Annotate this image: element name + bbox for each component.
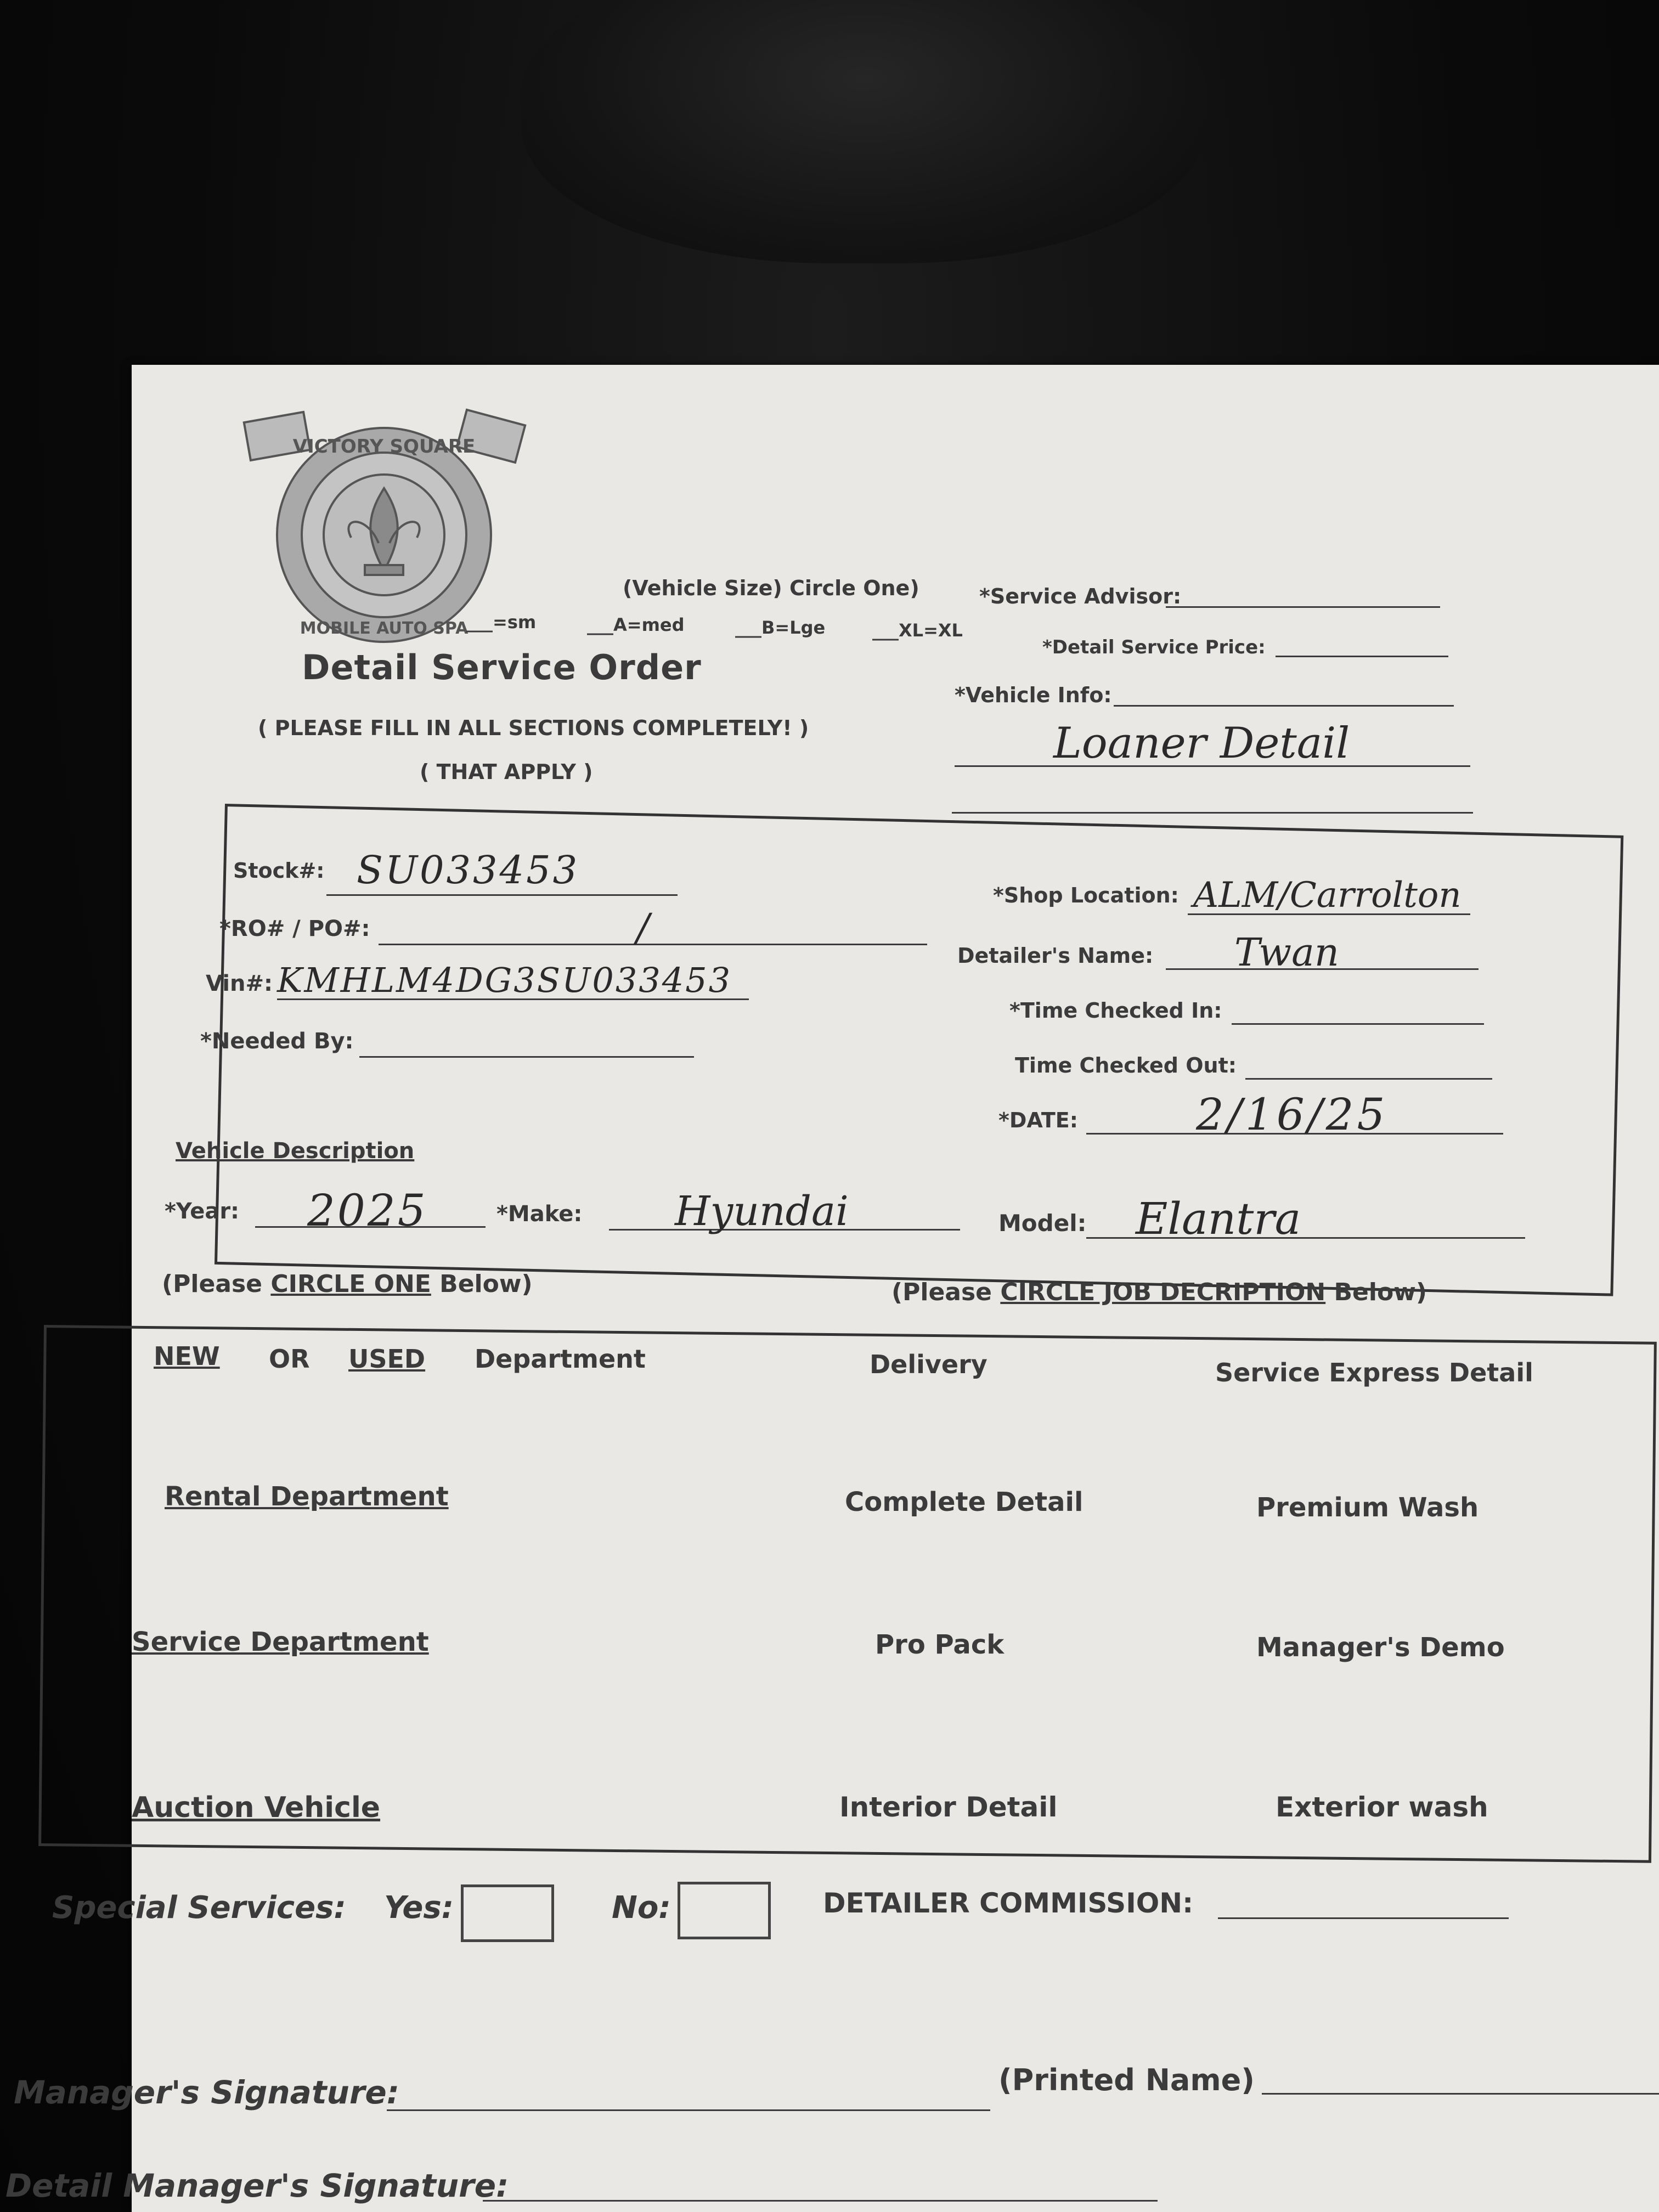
- manager-signature-field[interactable]: [387, 2109, 990, 2111]
- time-out-field[interactable]: [1245, 1078, 1492, 1080]
- detail-manager-signature-field[interactable]: [483, 2200, 1158, 2202]
- size-option-xl[interactable]: ___XL=XL: [872, 620, 963, 641]
- detailer-commission-label: DETAILER COMMISSION:: [823, 1887, 1194, 1919]
- svg-text:VICTORY SQUARE: VICTORY SQUARE: [292, 436, 476, 458]
- or-text: OR: [269, 1344, 310, 1374]
- detail-price-label: *Detail Service Price:: [1042, 636, 1266, 658]
- job-selection-box: [38, 1325, 1657, 1863]
- size-option-sm[interactable]: ___=sm: [466, 612, 537, 633]
- job-service-express-detail[interactable]: Service Express Detail: [1215, 1358, 1533, 1387]
- make-label: *Make:: [496, 1201, 583, 1227]
- year-label: *Year:: [165, 1199, 240, 1224]
- vehicle-description-heading: Vehicle Description: [176, 1138, 415, 1164]
- shop-location-label: *Shop Location:: [993, 883, 1179, 907]
- form-title: Detail Service Order: [302, 647, 702, 687]
- job-interior-detail[interactable]: Interior Detail: [839, 1791, 1058, 1823]
- service-advisor-label: *Service Advisor:: [979, 584, 1182, 608]
- dark-cloth-background: [521, 0, 1207, 263]
- needed-by-field[interactable]: [359, 1056, 694, 1058]
- vehicle-info-field[interactable]: [1114, 705, 1454, 707]
- printed-name-label: (Printed Name): [998, 2063, 1255, 2097]
- service-department-option[interactable]: Service Department: [132, 1627, 429, 1657]
- logo-seal: [241, 406, 527, 647]
- job-complete-detail[interactable]: Complete Detail: [845, 1487, 1084, 1517]
- job-managers-demo[interactable]: Manager's Demo: [1256, 1632, 1505, 1663]
- vehicle-info-value: Loaner Detail: [1053, 719, 1350, 768]
- new-option[interactable]: NEW: [154, 1341, 220, 1371]
- vehicle-info-label: *Vehicle Info:: [955, 683, 1112, 707]
- fill-instruction-2: ( THAT APPLY ): [420, 760, 593, 784]
- manager-signature-label: Manager's Signature:: [14, 2074, 399, 2111]
- yes-label: Yes:: [384, 1890, 454, 1926]
- special-services-yes-checkbox[interactable]: [461, 1884, 554, 1942]
- rental-department-option[interactable]: Rental Department: [165, 1481, 449, 1512]
- time-in-label: *Time Checked In:: [1009, 998, 1222, 1023]
- auction-vehicle-option[interactable]: Auction Vehicle: [132, 1791, 381, 1824]
- vin-label: Vin#:: [206, 971, 273, 996]
- circle-job-prompt: (Please CIRCLE JOB DECRIPTION Below): [891, 1278, 1427, 1306]
- used-option[interactable]: USED: [348, 1344, 426, 1374]
- stock-label: Stock#:: [233, 859, 325, 883]
- job-pro-pack[interactable]: Pro Pack: [875, 1629, 1005, 1660]
- time-out-label: Time Checked Out:: [1015, 1053, 1237, 1077]
- no-label: No:: [612, 1890, 671, 1926]
- vin-value: KMHLM4DG3SU033453: [277, 960, 732, 1000]
- detailer-commission-field[interactable]: [1218, 1917, 1509, 1919]
- detail-price-field[interactable]: [1276, 656, 1448, 657]
- model-value: Elantra: [1136, 1193, 1301, 1244]
- job-delivery[interactable]: Delivery: [870, 1350, 988, 1379]
- job-premium-wash[interactable]: Premium Wash: [1256, 1492, 1479, 1523]
- year-value: 2025: [307, 1185, 428, 1236]
- special-services-no-checkbox[interactable]: [678, 1882, 771, 1939]
- vehicle-info-line-3[interactable]: [952, 812, 1473, 814]
- printed-name-field[interactable]: [1262, 2093, 1659, 2095]
- size-option-med[interactable]: ___A=med: [587, 614, 685, 635]
- special-services-label: Special Services:: [52, 1890, 346, 1926]
- detail-manager-signature-label: Detail Manager's Signature:: [5, 2167, 509, 2204]
- model-label: Model:: [998, 1210, 1087, 1237]
- date-label: *DATE:: [998, 1108, 1078, 1132]
- fill-instruction: ( PLEASE FILL IN ALL SECTIONS COMPLETELY! ): [258, 716, 809, 740]
- vehicle-size-label: (Vehicle Size) Circle One): [623, 576, 919, 600]
- ro-po-value: /: [636, 905, 650, 950]
- department-text: Department: [475, 1344, 646, 1374]
- detailer-name-label: Detailer's Name:: [957, 944, 1154, 968]
- vehicle-info-line-2[interactable]: [955, 765, 1470, 767]
- service-advisor-field[interactable]: [1166, 606, 1440, 608]
- detailer-name-value: Twan: [1234, 930, 1339, 975]
- needed-by-label: *Needed By:: [200, 1029, 354, 1054]
- stock-field[interactable]: [326, 894, 678, 896]
- service-order-form: [5, 365, 1659, 2212]
- date-value: 2/16/25: [1196, 1089, 1389, 1140]
- circle-one-prompt: (Please CIRCLE ONE Below): [162, 1270, 533, 1298]
- svg-text:MOBILE AUTO SPA: MOBILE AUTO SPA: [300, 619, 469, 638]
- shop-location-value: ALM/Carrolton: [1193, 875, 1462, 916]
- size-option-lge[interactable]: ___B=Lge: [735, 617, 826, 638]
- time-in-field[interactable]: [1232, 1023, 1484, 1025]
- make-value: Hyundai: [675, 1188, 849, 1235]
- job-exterior-wash[interactable]: Exterior wash: [1276, 1791, 1488, 1823]
- ro-po-field[interactable]: [379, 944, 927, 945]
- stock-value: SU033453: [357, 848, 580, 893]
- ro-po-label: *RO# / PO#:: [219, 916, 370, 941]
